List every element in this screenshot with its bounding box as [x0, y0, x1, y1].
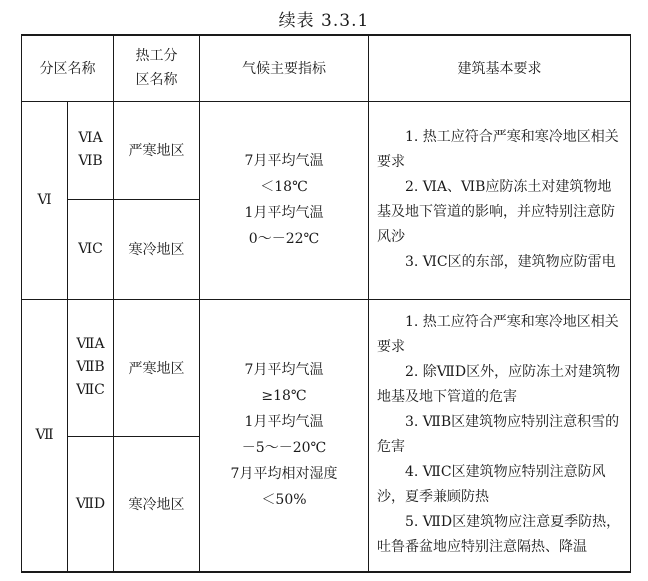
- zone6-climate-line: 0～－22℃: [248, 231, 320, 247]
- zone7-requirements: [369, 299, 631, 572]
- zone7-requirement-item: 3. ⅦB区建筑物应特别注意积雪的危害: [377, 414, 620, 456]
- zone7-sub-c: ⅦC: [76, 382, 105, 398]
- header-row: [22, 35, 631, 101]
- header-building-requirements: 建筑基本要求: [369, 35, 631, 101]
- zone7-requirement-item: 1. 热工应符合严寒和寒冷地区相关要求: [377, 314, 619, 356]
- zone7-sub-abc: [68, 299, 114, 436]
- zone7-thermal-d: 寒冷地区: [114, 436, 200, 572]
- zone7-climate-line: ≥18℃: [261, 388, 307, 405]
- zone7-code: Ⅶ: [22, 299, 68, 572]
- zone6-requirement-item: 2. ⅥA、ⅥB应防冻土对建筑物地基及地下管道的影响，并应特别注意防风沙: [377, 179, 615, 245]
- zone6-climate-line: 1月平均气温: [244, 205, 324, 221]
- zone6-sub-ab: [68, 101, 114, 199]
- zone6-thermal-c: 寒冷地区: [114, 199, 200, 299]
- zone7-climate-line: 7月平均相对湿度: [230, 466, 338, 483]
- zone7-requirement-item: 5. ⅦD区建筑物应注意夏季防热，吐鲁番盆地应特别注意隔热、降温: [377, 514, 621, 556]
- zone6-requirement-item: 1. 热工应符合严寒和寒冷地区相关要求: [377, 129, 619, 170]
- zone7-climate: [200, 299, 369, 572]
- zone6-sub-a: ⅥA: [78, 130, 103, 146]
- zone6-thermal-ab: 严寒地区: [114, 101, 200, 199]
- zone6-climate-line: ＜18℃: [260, 179, 308, 195]
- zone7-requirement-item: 4. ⅦC区建筑物应特别注意防风沙，夏季兼顾防热: [377, 464, 606, 506]
- zone7-row-abc: [22, 299, 631, 436]
- zone7-climate-line: ＜50%: [261, 492, 307, 509]
- zone7-climate-line: 1月平均气温: [244, 414, 324, 431]
- zone7-thermal-abc: 严寒地区: [114, 299, 200, 436]
- header-climate-indicators: 气候主要指标: [200, 35, 369, 101]
- zone7-sub-a: ⅦA: [76, 336, 105, 352]
- zone6-sub-c: ⅥC: [68, 199, 114, 299]
- header-thermal-line2: 区名称: [135, 72, 178, 89]
- header-zone-name: 分区名称: [22, 35, 114, 101]
- zone6-row-ab: [22, 101, 631, 199]
- zone6-requirement-item: 3. ⅥC区的东部，建筑物应防雷电: [405, 254, 616, 270]
- zone6-climate-line: 7月平均气温: [244, 153, 324, 169]
- zone6-climate: [200, 101, 369, 299]
- climate-zone-table: [21, 34, 631, 573]
- zone6-code: Ⅵ: [22, 101, 68, 299]
- zone7-requirement-item: 2. 除ⅦD区外，应防冻土对建筑物地基及地下管道的危害: [377, 364, 621, 406]
- table-caption: 续表 3.3.1: [278, 11, 370, 31]
- header-thermal-line1: 热工分: [135, 48, 178, 65]
- zone7-sub-d: ⅦD: [68, 436, 114, 572]
- zone6-sub-b: ⅥB: [78, 153, 103, 169]
- zone6-requirements: [369, 101, 631, 299]
- header-thermal-zone: [114, 35, 200, 101]
- zone7-climate-line: 7月平均气温: [244, 362, 324, 379]
- zone7-climate-line: －5～－20℃: [241, 440, 327, 457]
- zone7-sub-b: ⅦB: [76, 359, 105, 375]
